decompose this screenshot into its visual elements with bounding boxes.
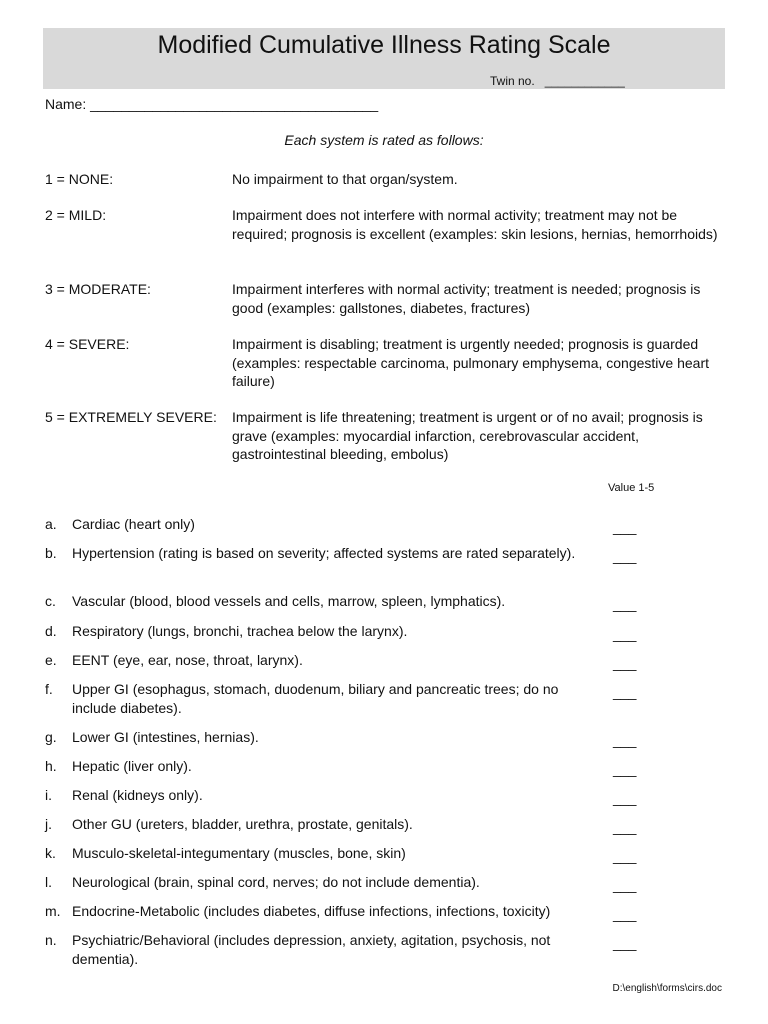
system-letter: g. bbox=[45, 729, 57, 745]
file-path-footer: D:\english\forms\cirs.doc bbox=[612, 983, 722, 994]
system-text: Endocrine-Metabolic (includes diabetes, diffuse infections, infections, toxicity) bbox=[72, 903, 551, 919]
scale-description: Impairment is life threatening; treatment is urgent or of no avail; prognosis is grave (examples: myocardial infarction, cerebrovascular accident, gastrointestinal bleeding, embolus) bbox=[232, 409, 703, 462]
system-letter: b. bbox=[45, 545, 57, 561]
value-blank[interactable]: ___ bbox=[613, 935, 637, 951]
scale-label: 3 = MODERATE: bbox=[45, 281, 151, 297]
system-letter: m. bbox=[45, 903, 61, 919]
system-letter: k. bbox=[45, 845, 56, 861]
value-blank[interactable]: ___ bbox=[613, 548, 637, 564]
value-blank[interactable]: ___ bbox=[613, 906, 637, 922]
system-letter: d. bbox=[45, 623, 57, 639]
twin-number-blank[interactable]: ____________ bbox=[544, 74, 625, 88]
name-field[interactable]: Name: _____________________________________ bbox=[45, 96, 379, 112]
system-text: Other GU (ureters, bladder, urethra, prostate, genitals). bbox=[72, 816, 413, 832]
value-blank[interactable]: ___ bbox=[613, 877, 637, 893]
value-blank[interactable]: ___ bbox=[613, 655, 637, 671]
system-letter: h. bbox=[45, 758, 57, 774]
scale-description: Impairment interferes with normal activity; treatment is needed; prognosis is good (examples: gallstones, diabetes, fractures) bbox=[232, 281, 701, 316]
twin-number-label: Twin no. bbox=[490, 74, 535, 88]
system-text: Psychiatric/Behavioral (includes depression, anxiety, agitation, psychosis, not dementia). bbox=[72, 932, 551, 967]
system-text: Vascular (blood, blood vessels and cells, marrow, spleen, lymphatics). bbox=[72, 593, 506, 609]
system-letter: n. bbox=[45, 932, 57, 948]
system-letter: a. bbox=[45, 516, 57, 532]
value-column-header: Value 1-5 bbox=[608, 482, 655, 494]
value-blank[interactable]: ___ bbox=[613, 761, 637, 777]
value-blank[interactable]: ___ bbox=[613, 732, 637, 748]
system-text: Hypertension (rating is based on severity; affected systems are rated separately). bbox=[72, 545, 576, 561]
system-text: Cardiac (heart only) bbox=[72, 516, 195, 532]
value-blank[interactable]: ___ bbox=[613, 848, 637, 864]
system-letter: c. bbox=[45, 593, 56, 609]
system-letter: l. bbox=[45, 874, 52, 890]
system-letter: i. bbox=[45, 787, 52, 803]
system-text: Neurological (brain, spinal cord, nerves; do not include dementia). bbox=[72, 874, 480, 890]
value-blank[interactable]: ___ bbox=[613, 596, 637, 612]
system-letter: j. bbox=[45, 816, 52, 832]
system-text: EENT (eye, ear, nose, throat, larynx). bbox=[72, 652, 303, 668]
header-box bbox=[43, 28, 725, 89]
scale-label: 1 = NONE: bbox=[45, 171, 114, 187]
value-blank[interactable]: ___ bbox=[613, 519, 637, 535]
value-blank[interactable]: ___ bbox=[613, 684, 637, 700]
value-blank[interactable]: ___ bbox=[613, 819, 637, 835]
value-blank[interactable]: ___ bbox=[613, 790, 637, 806]
scale-description: Impairment does not interfere with normal activity; treatment may not be required; prognosis is excellent (examples: skin lesions, hernias, hemorrhoids) bbox=[232, 207, 718, 242]
scale-description: Impairment is disabling; treatment is urgently needed; prognosis is guarded (examples: respectable carcinoma, pulmonary emphysema, congestive heart failure) bbox=[232, 336, 710, 389]
system-text: Renal (kidneys only). bbox=[72, 787, 203, 803]
scale-label: 2 = MILD: bbox=[45, 207, 107, 223]
scale-label: 4 = SEVERE: bbox=[45, 336, 130, 352]
scale-description: No impairment to that organ/system. bbox=[232, 171, 458, 187]
scale-label: 5 = EXTREMELY SEVERE: bbox=[45, 409, 217, 425]
page-title: Modified Cumulative Illness Rating Scale bbox=[157, 31, 611, 59]
rating-intro: Each system is rated as follows: bbox=[284, 132, 484, 148]
system-text: Lower GI (intestines, hernias). bbox=[72, 729, 259, 745]
value-blank[interactable]: ___ bbox=[613, 626, 637, 642]
system-text: Respiratory (lungs, bronchi, trachea below the larynx). bbox=[72, 623, 408, 639]
system-text: Upper GI (esophagus, stomach, duodenum, biliary and pancreatic trees; do no include diabetes). bbox=[72, 681, 559, 716]
system-text: Musculo-skeletal-integumentary (muscles, bone, skin) bbox=[72, 845, 406, 861]
system-letter: e. bbox=[45, 652, 57, 668]
twin-number-field[interactable] bbox=[490, 74, 625, 88]
system-letter: f. bbox=[45, 681, 53, 697]
system-text: Hepatic (liver only). bbox=[72, 758, 192, 774]
